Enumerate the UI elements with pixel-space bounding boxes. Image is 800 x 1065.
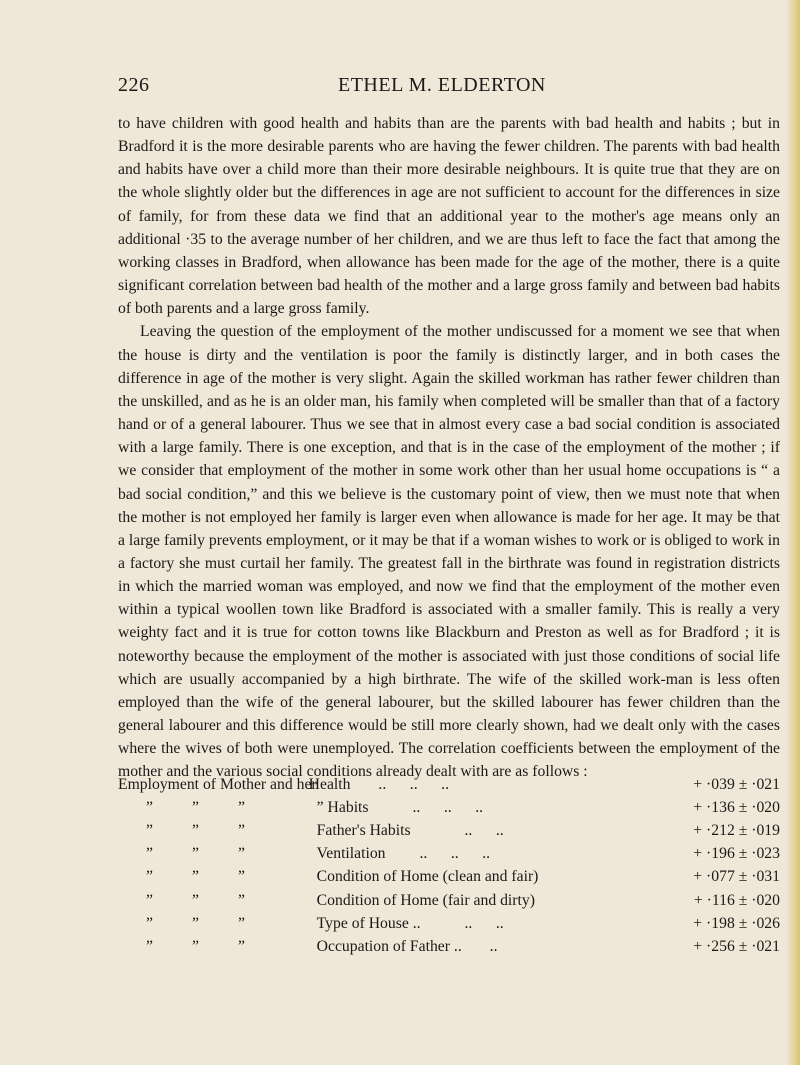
condition-text: Condition of Home (clean and fair) xyxy=(316,868,539,886)
dot-leader: .. .. .. xyxy=(378,775,450,793)
coefficient: + ·116 ± ·020 xyxy=(693,891,780,909)
table-row xyxy=(118,796,780,819)
correlation-table xyxy=(118,773,780,959)
ditto-mark: ” xyxy=(192,937,199,955)
ditto-mark: ” xyxy=(238,868,245,886)
body-text xyxy=(118,112,780,784)
ditto-mark: ” xyxy=(192,868,199,886)
condition-text: Condition of Home (fair and dirty) xyxy=(316,891,535,909)
ditto-mark: ” xyxy=(238,821,245,839)
ditto-mark: ” xyxy=(192,798,199,816)
ditto-mark: ” xyxy=(238,798,245,816)
ditto-mark: ” xyxy=(146,891,153,909)
row-label: Employment of Mother and her xyxy=(118,775,317,793)
dot-leader: .. .. .. xyxy=(412,798,484,816)
condition-text: ” Habits xyxy=(316,798,369,816)
ditto-mark: ” xyxy=(146,821,153,839)
page-edge xyxy=(786,0,800,1065)
coefficient: + ·212 ± ·019 xyxy=(693,821,780,839)
condition-text: Ventilation xyxy=(316,845,386,863)
ditto-mark: ” xyxy=(238,891,245,909)
ditto-mark: ” xyxy=(192,845,199,863)
ditto-mark: ” xyxy=(238,845,245,863)
condition-text: Health xyxy=(308,775,351,793)
table-row xyxy=(118,935,780,958)
coefficient: + ·198 ± ·026 xyxy=(693,914,780,932)
table-row xyxy=(118,866,780,889)
ditto-mark: ” xyxy=(238,937,245,955)
coefficient: + ·039 ± ·021 xyxy=(693,775,780,793)
condition-text: Type of House .. xyxy=(316,914,421,932)
ditto-mark: ” xyxy=(238,914,245,932)
ditto-mark: ” xyxy=(146,914,153,932)
ditto-mark: ” xyxy=(146,937,153,955)
condition-text: Occupation of Father .. xyxy=(316,937,462,955)
dot-leader: .. .. xyxy=(464,821,504,839)
coefficient: + ·196 ± ·023 xyxy=(693,845,780,863)
coefficient: + ·256 ± ·021 xyxy=(693,937,780,955)
paragraph-1: to have children with good health and habits than are the parents with bad health and habits ; but in Bradford it is the more desirable parents who are having the fewer children. The parents with bad health and habits have over a child more than their more desirable neighbours. It is quite true that they are on the whole slightly older but the differences in age are not sufficient to account for the differences in size of family, for from these data we find that an additional year to the mother's age means only an additional ·35 to the average number of her children, and we are thus left to face the fact that among the working classes in Bradford, when allowance has been made for the age of the mother, there is a quite significant correlation between bad health of the mother and a large gross family and between bad habits of both parents and a large gross family. xyxy=(118,115,780,318)
dot-leader: .. xyxy=(489,937,498,955)
coefficient: + ·136 ± ·020 xyxy=(693,798,780,816)
coefficient: + ·077 ± ·031 xyxy=(693,868,780,886)
table-row xyxy=(118,773,780,796)
ditto-mark: ” xyxy=(192,914,199,932)
ditto-mark: ” xyxy=(146,845,153,863)
paragraph-2: Leaving the question of the employment of the mother undiscussed for a moment we see that when the house is dirty and the ventilation is poor the family is distinctly larger, and in both cases the difference in age of the mother is very slight. Again the skilled workman has rather fewer children than the unskilled, and as he is an older man, his family when completed will be smaller than that of a factory hand or of a general labourer. Thus we see that in almost every case a bad social condition is associated with a large family. There is one exception, and that is in the case of the employment of the mother ; if we consider that employment of the mother in some work other than her usual home occupations is “ a bad social condition,” and this we believe is the customary point of view, then we must note that when the mother is not employed her family is larger even when allowance is made for her age. It may be that a large family prevents employment, or it may be that if a woman wishes to work or is obliged to work in a factory she must curtail her family. The greatest fall in the birthrate was found in registration districts in which the married woman was employed, and now we find that the employment of the mother even within a typical woollen town like Bradford is associated with a smaller family. This is really a very weighty fact and it is true for cotton towns like Blackburn and Preston as well as for Bradford ; it is noteworthy because the employment of the mother is associated with just those conditions of social life which are usually accompanied by a high birthrate. The wife of the skilled work-man is less often employed than the wife of the general labourer, but the skilled labourer has fewer children than the general labourer and this difference would be still more clearly shown, had we dealt only with the cases where the wives of both were unemployed. The correlation coefficients between the employment of the mother and the various social conditions already dealt with are as follows : xyxy=(118,323,780,781)
running-title: ETHEL M. ELDERTON xyxy=(338,74,546,96)
table-row xyxy=(118,912,780,935)
dot-leader: .. .. .. xyxy=(419,845,491,863)
page-number: 226 xyxy=(118,74,150,96)
dot-leader: .. .. xyxy=(464,914,504,932)
table-row xyxy=(118,843,780,866)
table-row xyxy=(118,889,780,912)
ditto-mark: ” xyxy=(146,868,153,886)
table-row xyxy=(118,819,780,842)
condition-text: Father's Habits xyxy=(316,821,411,839)
ditto-mark: ” xyxy=(146,798,153,816)
ditto-mark: ” xyxy=(192,891,199,909)
ditto-mark: ” xyxy=(192,821,199,839)
